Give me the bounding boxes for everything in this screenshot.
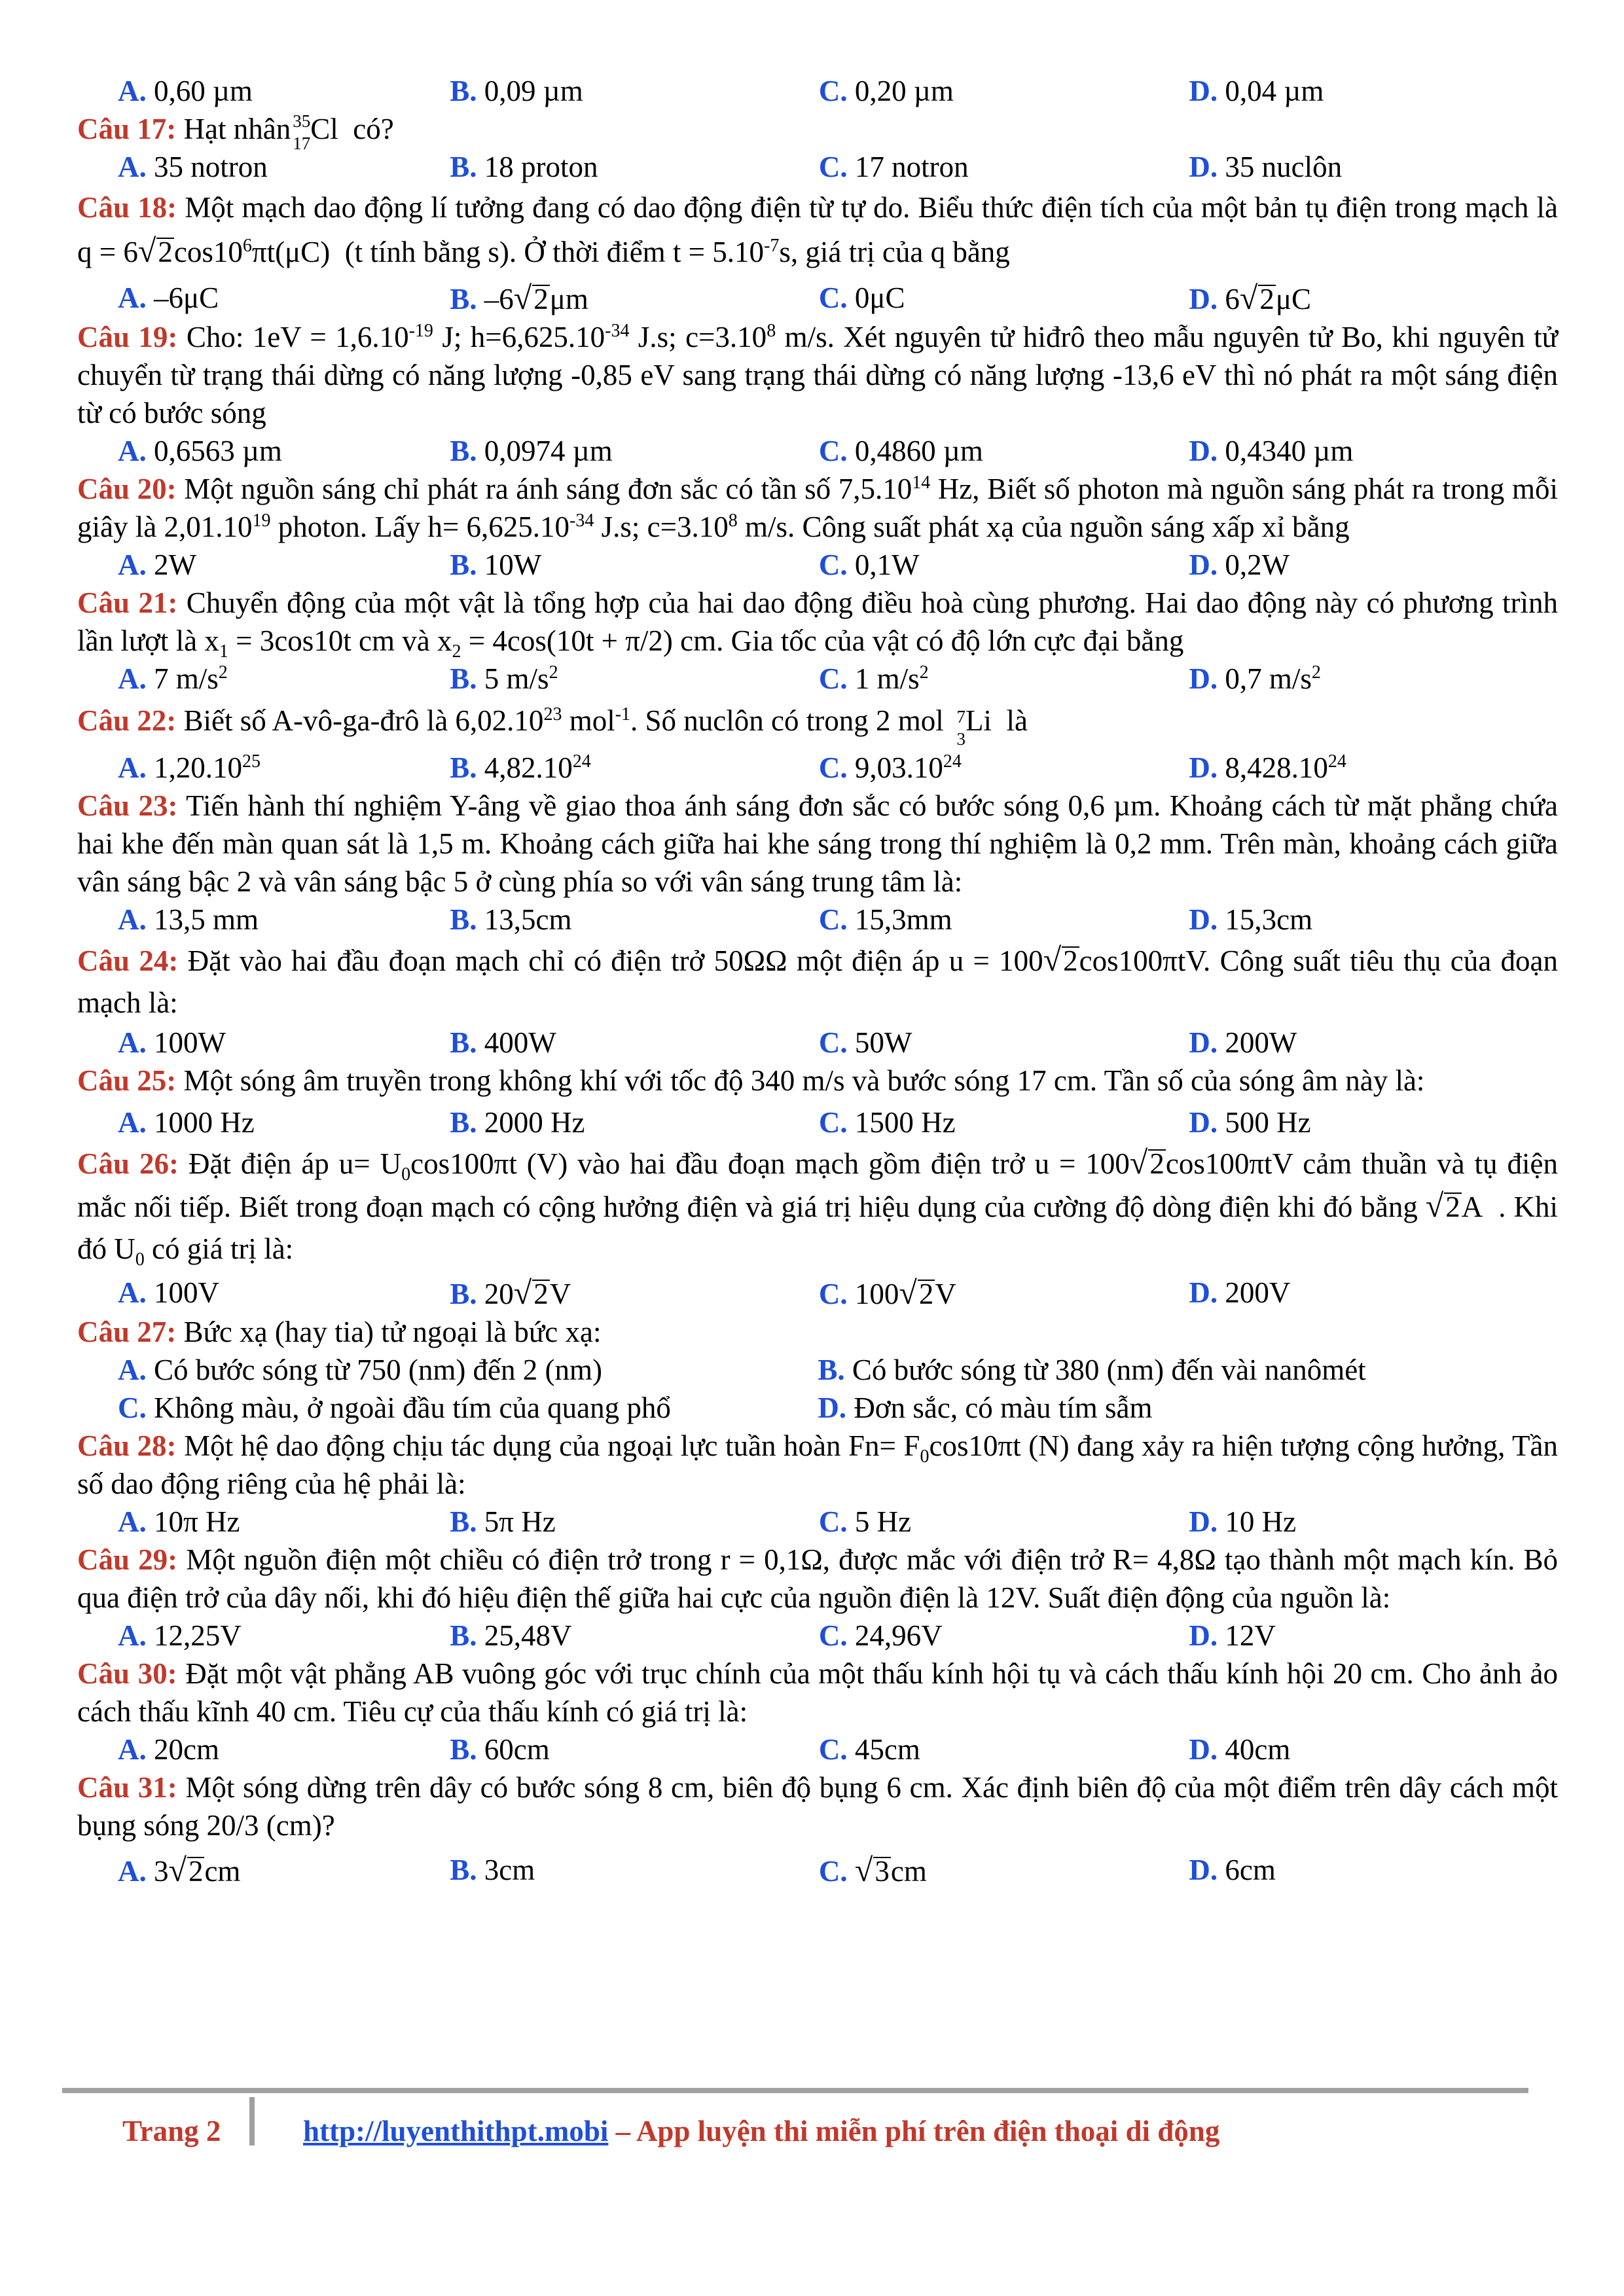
question-23: Câu 23: Tiến hành thí nghiệm Y-âng về giao thoa ánh sáng đơn sắc có bước sóng 0,6 µm. Khoảng cách từ mặt phẳng chứa hai khe đến màn quan sát là 1,5 m. Khoảng cách giữa hai khe sáng trong thí nghiệm là 0,2 mm. Trên màn, khoảng cách giữa vân sáng bậc 2 và vân sáng bậc 5 ở cùng phía so với vân sáng trung tâm là: bbox=[77, 789, 1559, 898]
footer-rule bbox=[62, 2088, 1528, 2093]
option-d: D. 500 Hz bbox=[1189, 1106, 1311, 1139]
voltage-equation: u = 100√2cos100πtV bbox=[948, 941, 1204, 978]
option-d: D. 10 Hz bbox=[1189, 1505, 1297, 1538]
q31-options bbox=[77, 1851, 1558, 1890]
q20-options bbox=[77, 546, 1558, 584]
option-b: B. 0,09 µm bbox=[450, 75, 583, 107]
option-a: A. 2W bbox=[118, 548, 196, 581]
option-b: B. 0,0974 µm bbox=[450, 435, 613, 467]
option-b: B. –6√2μm bbox=[450, 279, 588, 316]
option-b: B. 18 proton bbox=[450, 151, 598, 183]
page-footer bbox=[62, 2088, 1528, 2153]
option-a: A. 0,60 µm bbox=[118, 75, 253, 107]
option-b: B. 400W bbox=[450, 1026, 556, 1059]
option-d: D. 6√2μC bbox=[1189, 279, 1311, 316]
option-d: D. 40cm bbox=[1189, 1733, 1291, 1766]
q26-options bbox=[77, 1274, 1558, 1313]
option-d: D. 0,04 µm bbox=[1189, 75, 1324, 107]
nuclide-notation: 35 17 bbox=[293, 111, 311, 153]
q22-options bbox=[77, 749, 1558, 787]
footer-text: http://luyenthithpt.mobi – App luyện thi miễn phí trên điện thoại di động bbox=[303, 2115, 1220, 2147]
option-a: A. 7 $m/s^2$ bbox=[118, 662, 228, 695]
q23-options bbox=[77, 901, 1558, 939]
q29-options bbox=[77, 1617, 1558, 1655]
q18-options bbox=[77, 279, 1558, 318]
question-27: Câu 27: Bức xạ (hay tia) tử ngoại là bức xạ: bbox=[77, 1316, 602, 1348]
option-d: D. 200W bbox=[1189, 1026, 1297, 1059]
option-a: A. 100W bbox=[118, 1026, 226, 1059]
option-b: B. Có bước sóng từ 380 (nm) đến vài nanômét bbox=[818, 1354, 1366, 1386]
exam-page bbox=[77, 72, 1558, 1890]
option-d: D. 0,2W bbox=[1189, 548, 1290, 581]
q27-options-row1 bbox=[77, 1351, 1558, 1389]
voltage-equation: u = 100√2cos100πtV bbox=[1034, 1144, 1293, 1181]
q27-options-row2 bbox=[77, 1389, 1558, 1427]
charge-equation: $q = 6√2\cos 10^6\pi t(\mu C)$ bbox=[77, 232, 331, 269]
option-b: B. 4,82.10$^{24}$ bbox=[450, 751, 591, 784]
option-a: A. 3√2cm bbox=[118, 1852, 241, 1888]
option-c: C. 17 notron bbox=[818, 151, 969, 183]
option-a: A. –6μC bbox=[118, 281, 219, 314]
question-28: Câu 28: Một hệ dao động chịu tác dụng của ngoại lực tuần hoàn $Fn= F_0\cos 10\pi t$ (N) đang xảy ra hiện tượng cộng hưởng, Tần số dao động riêng của hệ phải là: bbox=[77, 1429, 1558, 1500]
option-c: C. 0μC bbox=[818, 281, 905, 314]
option-d: D. 35 nuclôn bbox=[1189, 151, 1343, 183]
option-b: B. 10W bbox=[450, 548, 542, 581]
option-a: A. 1000 Hz bbox=[118, 1106, 255, 1139]
option-c: C. Không màu, ở ngoài đầu tím của quang phổ bbox=[118, 1391, 671, 1424]
option-a: A. 10π Hz bbox=[118, 1505, 240, 1538]
option-b: B. 5 $m/s^2$ bbox=[450, 662, 558, 695]
option-d: D. Đơn sắc, có màu tím sẫm bbox=[818, 1391, 1153, 1424]
option-c: C. 5 Hz bbox=[818, 1505, 912, 1538]
option-c: C. 1500 Hz bbox=[818, 1106, 956, 1139]
option-c: C. 1 $m/s^2$ bbox=[818, 662, 929, 695]
option-b: B. 3cm bbox=[450, 1854, 535, 1886]
option-a: A. 13,5 mm bbox=[118, 903, 259, 936]
question-25: Câu 25: Một sóng âm truyền trong không khí với tốc độ 340 m/s và bước sóng 17 cm. Tần số của sóng âm này là: bbox=[77, 1064, 1425, 1097]
site-link[interactable]: http://luyenthithpt.mobi bbox=[303, 2115, 609, 2147]
option-b: B. 25,48V bbox=[450, 1619, 572, 1652]
question-30: Câu 30: Đặt một vật phẳng AB vuông góc với trục chính của một thấu kính hội tụ và cách thấu kính hội 20 cm. Cho ảnh ảo cách thấu kĩnh 40 cm. Tiêu cự của thấu kính có giá trị là: bbox=[77, 1657, 1559, 1728]
option-b: B. 20√2V bbox=[450, 1274, 571, 1311]
option-d: D. 8,428.10$^{24}$ bbox=[1189, 751, 1346, 784]
option-c: C. 0,1W bbox=[818, 548, 920, 581]
question-24: Câu 24: Đặt vào hai đầu đoạn mạch chỉ có điện trở 50ΩΩ một điện áp u = 100√2cos100πtV. Công suất tiêu thụ của đoạn mạch là: bbox=[77, 941, 1559, 1019]
question-22: Câu 22: Biết số A-vô-ga-đrô là 6,02.10$^{23}$ mol$^{-1}$. Số nuclôn có trong 2 mol 7 3 Li là bbox=[77, 704, 1028, 749]
nuclide-notation: 7 3 bbox=[956, 707, 965, 749]
option-c: C. 15,3mm bbox=[818, 903, 952, 936]
question-20: Câu 20: Một nguồn sáng chỉ phát ra ánh sáng đơn sắc có tần số 7,5.10$^{14}$ Hz, Biết số photon mà nguồn sáng phát ra trong mỗi giây là 2,01.10$^{19}$ photon. Lấy $h= 6,625.10^{-34}$ J.s; $c=3.10^8$ m/s. Công suất phát xạ của nguồn sáng xấp xỉ bằng bbox=[77, 473, 1558, 543]
option-c: C. 0,4860 µm bbox=[818, 435, 983, 467]
q19-options bbox=[77, 432, 1558, 470]
page-number: Trang 2 bbox=[122, 2115, 221, 2147]
question-17: Câu 17: Hạt nhân 35 17 Cl có? bbox=[77, 111, 394, 153]
option-c: C. 100√2V bbox=[818, 1274, 956, 1311]
option-b: B. 60cm bbox=[450, 1733, 550, 1766]
q24-options bbox=[77, 1024, 1558, 1062]
q21-options bbox=[77, 660, 1558, 698]
option-b: B. 5π Hz bbox=[450, 1505, 556, 1538]
option-d: D. 0,7 $m/s^2$ bbox=[1189, 662, 1321, 695]
option-c: C. √3cm bbox=[818, 1852, 927, 1888]
option-d: D. 200V bbox=[1189, 1276, 1291, 1309]
option-c: C. 24,96V bbox=[818, 1619, 943, 1652]
option-a: A. 12,25V bbox=[118, 1619, 242, 1652]
option-d: D. 15,3cm bbox=[1189, 903, 1313, 936]
option-d: D. 6cm bbox=[1189, 1854, 1276, 1886]
option-d: D. 0,4340 µm bbox=[1189, 435, 1354, 467]
footer-separator bbox=[249, 2097, 255, 2145]
q30-options bbox=[77, 1731, 1558, 1768]
q25-options bbox=[77, 1103, 1558, 1141]
option-d: D. 12V bbox=[1189, 1619, 1276, 1652]
question-26: Câu 26: Đặt điện áp $u= U_0\cos 100\pi t$ (V) vào hai đầu đoạn mạch gồm điện trở u = 100√2cos100πtV cảm thuần và tụ điện mắc nối tiếp. Biết trong đoạn mạch có cộng hưởng điện và giá trị hiệu dụng của cường độ dòng điện khi đó bằng √2A . Khi đó $U_0$ có giá trị là: bbox=[77, 1144, 1559, 1270]
option-a: A. 20cm bbox=[118, 1733, 219, 1766]
question-31: Câu 31: Một sóng dừng trên dây có bước sóng 8 cm, biên độ bụng 6 cm. Xác định biên độ của một điểm trên dây cách một bụng sóng 20/3 (cm)? bbox=[77, 1771, 1559, 1842]
option-a: A. 35 notron bbox=[118, 151, 268, 183]
option-c: C. 45cm bbox=[818, 1733, 920, 1766]
option-c: C. 50W bbox=[818, 1026, 912, 1059]
option-a: A. 1,20.10$^{25}$ bbox=[118, 751, 261, 784]
question-19: Câu 19: Cho: $1eV = 1,6.10^{-19}$ J; $h=6,625.10^{-34}$ J.s; $c=3.10^8$ m/s. Xét nguyên tử hiđrô theo mẫu nguyên tử Bo, khi nguyên tử chuyển từ trạng thái dừng có năng lượng -0,85 eV sang trạng thái dừng có năng lượng -13,6 eV thì nó phát ra một sáng điện từ có bước sóng bbox=[77, 321, 1559, 429]
option-a: A. 100V bbox=[118, 1276, 219, 1309]
option-c: C. 0,20 µm bbox=[818, 75, 954, 107]
q28-options bbox=[77, 1503, 1558, 1541]
question-21: Câu 21: Chuyển động của một vật là tổng hợp của hai dao động điều hoà cùng phương. Hai dao động này có phương trình lần lượt là $x_1 = 3\cos 10t$ cm và $x_2 = 4\cos(10t + \pi/2)$ cm. Gia tốc của vật có độ lớn cực đại bằng bbox=[77, 586, 1558, 662]
question-29: Câu 29: Một nguồn điện một chiều có điện trở trong r = 0,1Ω, được mắc với điện trở R= 4,8Ω tạo thành một mạch kín. Bỏ qua điện trở của dây nối, khi đó hiệu điện thế giữa hai cực của nguồn điện là 12V. Suất điện động của nguồn là: bbox=[77, 1543, 1559, 1614]
option-a: A. 0,6563 µm bbox=[118, 435, 282, 467]
option-a: A. Có bước sóng từ 750 (nm) đến 2 (nm) bbox=[118, 1354, 602, 1386]
option-b: B. 2000 Hz bbox=[450, 1106, 585, 1139]
option-b: B. 13,5cm bbox=[450, 903, 572, 936]
option-c: C. 9,03.10$^{24}$ bbox=[818, 751, 962, 784]
question-18: Câu 18: Một mạch dao động lí tưởng đang có dao động điện từ tự do. Biểu thức điện tích của một bản tụ điện trong mạch là $q = 6√2\cos 10^6\pi t(\mu C)$ (t tính bằng s). Ở thời điểm $t = 5.10^{-7}s$, giá trị của q bằng bbox=[77, 191, 1559, 269]
